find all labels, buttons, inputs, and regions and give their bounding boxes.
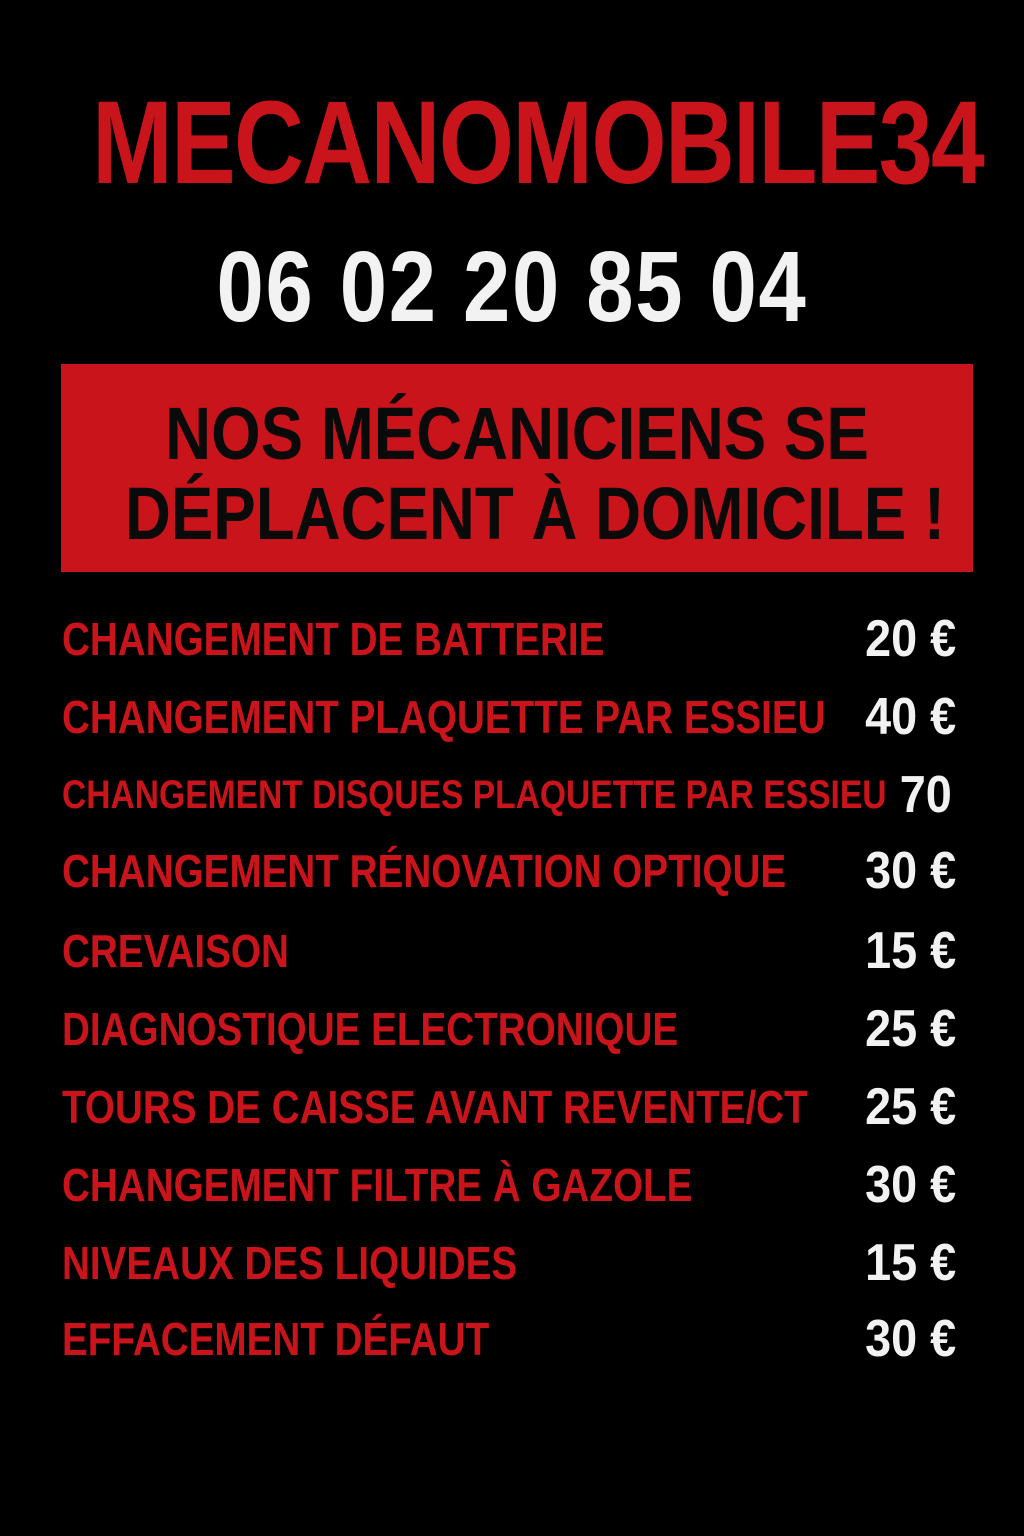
- price-row: [62, 760, 962, 830]
- service-price: 40 €: [864, 688, 956, 746]
- price-row: [62, 916, 962, 986]
- price-row: [62, 682, 962, 752]
- price-row: [62, 994, 962, 1064]
- service-label: CHANGEMENT DE BATTERIE: [62, 613, 605, 665]
- price-row: [62, 1304, 962, 1374]
- service-label: DIAGNOSTIQUE ELECTRONIQUE: [62, 1003, 679, 1055]
- service-price: 70: [899, 766, 952, 824]
- service-price: 20 €: [864, 610, 956, 668]
- price-row: [62, 604, 962, 674]
- service-price: 30 €: [864, 1310, 956, 1368]
- service-label: CREVAISON: [62, 925, 289, 977]
- price-row: [62, 1150, 962, 1220]
- service-label: CHANGEMENT FILTRE À GAZOLE: [62, 1159, 693, 1211]
- phone-number: 06 02 20 85 04: [216, 231, 808, 343]
- price-row: [62, 1072, 962, 1142]
- brand-title: MECANOMOBILE34: [92, 77, 984, 209]
- service-label: NIVEAUX DES LIQUIDES: [62, 1237, 518, 1289]
- service-price: 25 €: [864, 1078, 956, 1136]
- service-label: CHANGEMENT DISQUES PLAQUETTE PAR ESSIEU: [62, 773, 887, 817]
- service-label: EFFACEMENT DÉFAUT: [62, 1313, 490, 1365]
- service-price: 30 €: [864, 842, 956, 900]
- service-price: 25 €: [864, 1000, 956, 1058]
- service-label: CHANGEMENT PLAQUETTE PAR ESSIEU: [62, 691, 826, 743]
- service-price: 30 €: [864, 1156, 956, 1214]
- price-row: [62, 1228, 962, 1298]
- price-row: [62, 836, 962, 906]
- banner-line-2: DÉPLACENT À DOMICILE !: [124, 472, 946, 555]
- service-price: 15 €: [864, 922, 956, 980]
- service-label: CHANGEMENT RÉNOVATION OPTIQUE: [62, 845, 787, 897]
- banner-line-1: NOS MÉCANICIENS SE: [165, 392, 869, 475]
- service-label: TOURS DE CAISSE AVANT REVENTE/CT: [62, 1081, 808, 1133]
- service-price: 15 €: [864, 1234, 956, 1292]
